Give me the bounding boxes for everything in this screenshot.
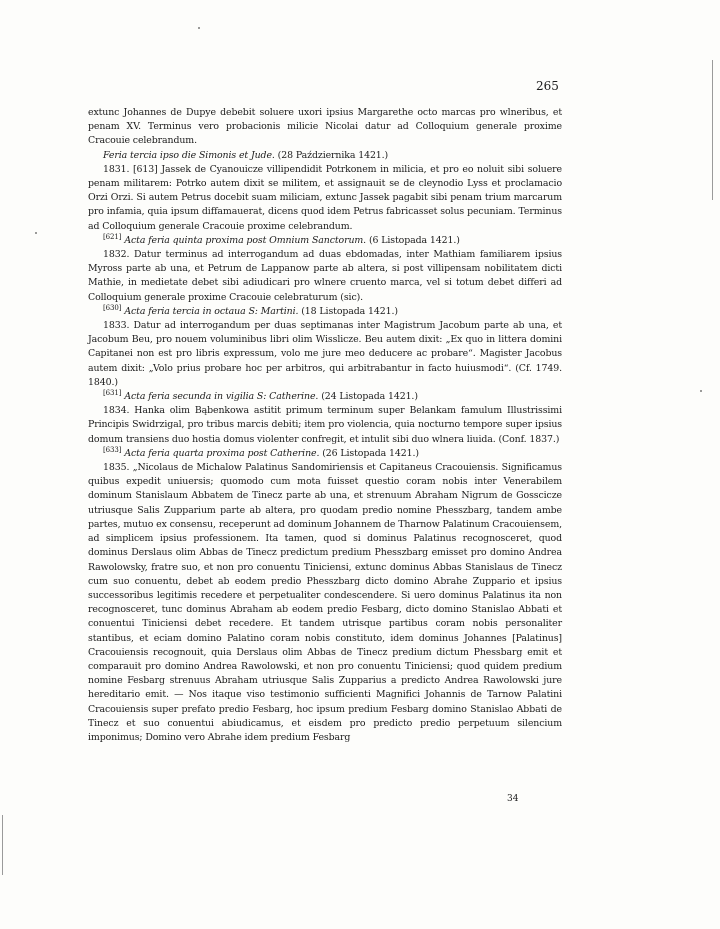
heading-date: (18 Listopada 1421.) — [301, 305, 398, 317]
heading-title: Acta feria tercia in octaua S: Martini. — [124, 305, 299, 317]
heading-date: (26 Listopada 1421.) — [322, 447, 419, 459]
heading-title: Acta feria quinta proxima post Omnium Sanctorum. — [124, 234, 367, 246]
footer-number: 34 — [507, 794, 519, 804]
section-heading — [88, 390, 562, 404]
scan-speck — [700, 390, 702, 392]
folio-ref: [631] — [103, 388, 122, 397]
text-block — [88, 106, 562, 745]
heading-date: (24 Listopada 1421.) — [321, 391, 418, 403]
page-number: 265 — [536, 79, 559, 93]
entry-1834: 1834. Hanka olim Bąbenkowa astitit primum terminum super Belankam famulum Illustrissimi Principis Swidrzigal, pro tribus marcis debiti; item pro violencia, quia nocturno tempore super ipsius domum transiens duo hostia domus violenter confregit, et intulit sibi duo wlnera liuida. (Conf. 1837.) — [88, 405, 562, 445]
section-heading — [88, 234, 562, 248]
entry-1831: 1831. [613] Jassek de Cyanouicze villipendidit Potrkonem in milicia, et pro eo noluit sibi soluere penam militarem: Potrko autem dixit se militem, et assignauit se de cleynodio Lyss et proclamacio Orzi Orzi. Si autem Petrus docebit suam miliciam, extunc Jassek pagabit sibi penam trium marcarum pro infamia, quia ipsum diffamauerat, dicens quod idem Petrus fabricasset solus pecuniam. Terminus ad Colloquium generale Cracouie proxime celebrandum. — [88, 163, 562, 232]
folio-ref: [621] — [103, 232, 122, 241]
scan-speck — [198, 27, 200, 29]
section-heading — [88, 305, 562, 319]
paragraph-continuation: extunc Johannes de Dupye debebit soluere uxori ipsius Margarethe octo marcas pro wlneribus, et penam XV. Terminus vero probacionis milicie Nicolai datur ad Colloquium generale proxime Cracouie celebrandum. — [88, 107, 562, 147]
heading-title: Feria tercia ipso die Simonis et Jude. — [103, 149, 275, 161]
heading-title: Acta feria secunda in vigilia S: Catherine. — [124, 391, 319, 403]
folio-ref: [633] — [103, 445, 122, 454]
heading-date: (6 Listopada 1421.) — [368, 234, 460, 246]
entry-1835: 1835. „Nicolaus de Michalow Palatinus Sandomiriensis et Capitaneus Cracouiensis. Significamus quibus expedit uniuersis; quomodo cum mota fuisset questio coram nobis inter Venerabilem dominum Stanislaum Abbatem de Tinecz parte ab una, et strenuum Abraham Nigrum de Gosscicze utriusque Salis Zupparium parte ab altera, pro quodam predio nomine Phesszbarg, tandem ambe partes, mutuo ex consensu, receperunt ad dominum Johannem de Tharnow Palatinum Cracouiensem, ad simplicem ipsius professionem. Ita tamen, quod si dominus Palatinus recognosceret, quod dominus Derslaus olim Abbas de Tinecz predictum predium Phesszbarg emisset pro domino Andrea Rawolowsky, fratre suo, et non pro conuentu Tiniciensi, extunc dominus Abbas Stanislaus de Tinecz cum suo conuentu, debet ab eodem predio Phesszbarg dicto domino Abrahe Zuppario et ipsius successoribus legitimis recedere et perpetualiter condescendere. Si uero dominus Palatinus ita non recognosceret, tunc dominus Abraham ab eodem predio Fesbarg, dicto domino Stanislao Abbati et conuentui Tiniciensi debet recedere. Et tandem utrisque partibus coram nobis personaliter stantibus, et eciam domino Palatino coram nobis constituto, idem dominus Johannes [Palatinus] Cracouiensis recognouit, quia Derslaus olim Abbas de Tinecz predium dictum Phessbarg emit et comparauit pro domino Andrea Rawolowski, et non pro conuentu Tiniciensi; quod quidem predium nomine Fesbarg strenuus Abraham utriusque Salis Zupparius a predicto Andrea Rawolowski jure hereditario emit. — Nos itaque viso testimonio sufficienti Magnifici Johannis de Tarnow Palatini Cracouiensis super prefato predio Fesbarg, hoc ipsum predium Fesbarg domino Stanislao Abbati de Tinecz et suo conuentui abiudicamus, et eisdem pro predicto predio perpetuum silencium imponimus; Domino vero Abrahe idem predium Fesbarg — [88, 462, 562, 743]
scan-speck — [35, 232, 37, 234]
entry-1832: 1832. Datur terminus ad interrogandum ad duas ebdomadas, inter Mathiam familiarem ipsius Myross parte ab una, et Petrum de Lappanow parte ab altera, si post villipensam nobilitatem dicti Mathie, in medietate debet sibi adiudicari pro wlnere cruento marca, vel si totum debet differi ad Colloquium generale proxime Cracouie celebraturum (sic). — [88, 249, 562, 303]
heading-date: (28 Października 1421.) — [277, 149, 389, 161]
entry-1833: 1833. Datur ad interrogandum per duas septimanas inter Magistrum Jacobum parte ab una, et Jacobum Beu, pro nouem voluminibus libri olim Wisslicze. Beu autem dixit: „Ex quo in littera domini Capitanei non est pro libris expressum, volo me jure meo deducere ac probare“. Magister Jacobus autem dixit: „Volo prius probare hoc per arbitros, qui arbitrabantur in facto huiusmodi“. (Cf. 1749. 1840.) — [88, 320, 562, 388]
folio-ref: [630] — [103, 303, 122, 312]
heading-title: Acta feria quarta proxima post Catherine. — [124, 447, 320, 459]
section-heading — [88, 149, 562, 163]
section-heading — [88, 447, 562, 461]
scan-edge-mark — [2, 815, 3, 875]
scan-edge-mark — [712, 60, 713, 200]
